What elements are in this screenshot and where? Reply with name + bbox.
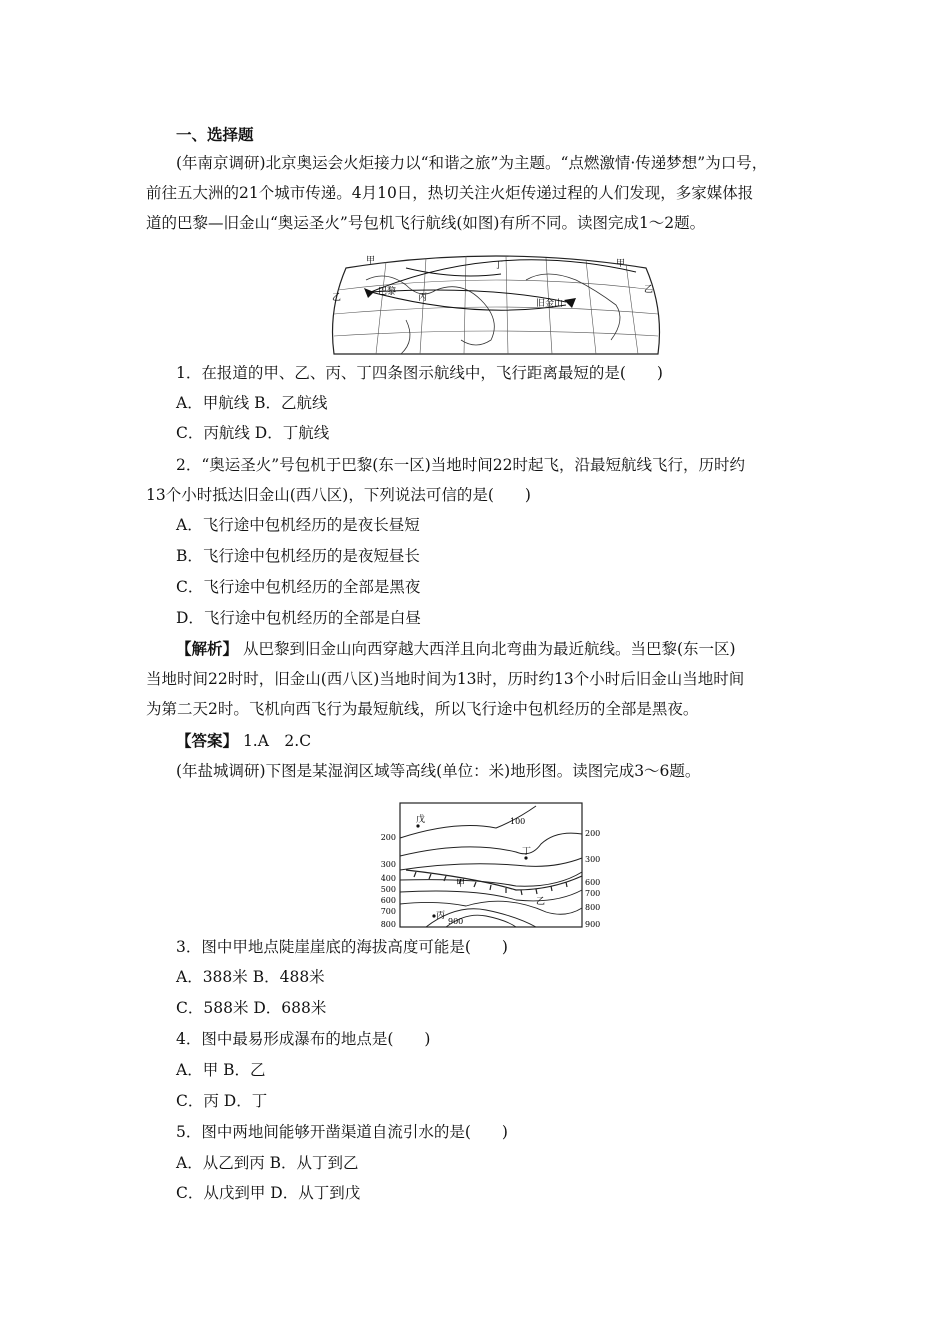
svg-text:600: 600 [585,878,601,887]
left-axis-ticks [381,833,396,929]
map-label-bing: 丙 [418,293,428,303]
analysis-line3: 为第二天2时。飞机向西飞行为最短航线，所以飞行途中包机经历的全部是黑夜。 [146,700,699,718]
contour-900-inner: 900 [448,917,464,926]
label-jia: 甲 [456,879,466,889]
q2-option-a: A．飞行途中包机经历的是夜长昼短 [176,516,420,534]
svg-text:400: 400 [380,874,396,883]
intro1-line2: 前往五大洲的21个城市传递。4月10日，热切关注火炬传递过程的人们发现，多家媒体报 [146,184,754,202]
label-yi: 乙 [536,897,546,907]
svg-text:300: 300 [380,860,396,869]
label-bing: 丙 [436,911,446,921]
svg-text:200: 200 [585,829,601,838]
flight-route-map [326,250,666,358]
svg-text:300: 300 [585,855,601,864]
q1-stem: 1．在报道的甲、乙、丙、丁四条图示航线中，飞行距离最短的是( ) [176,364,663,382]
q2-option-c: C．飞行途中包机经历的全部是黑夜 [176,578,421,596]
svg-text:800: 800 [585,903,601,912]
map-label-yi-right: 乙 [644,285,654,295]
map-label-jia-left: 甲 [366,256,376,266]
right-axis-ticks [585,829,600,929]
map-label-ding: 丁 [494,261,504,271]
contour-map [376,800,606,930]
label-ding: 丁 [522,847,532,857]
section-title: 一、选择题 [176,125,254,144]
q5-stem: 5．图中两地间能够开凿渠道自流引水的是( ) [176,1123,508,1141]
q2-stem-line1: 2．“奥运圣火”号包机于巴黎(东一区)当地时间22时起飞，沿最短航线飞行，历时约 [176,456,746,474]
contour-100: 100 [510,817,526,826]
q3-stem: 3．图中甲地点陡崖崖底的海拔高度可能是( ) [176,938,508,956]
q4-options-ab: A．甲 B．乙 [176,1061,266,1079]
answer-label: 【答案】 [176,731,239,750]
q3-options-cd: C．588米 D．688米 [176,999,327,1017]
analysis-line1 [176,638,846,660]
q1-options-ab: A．甲航线 B．乙航线 [176,394,328,412]
label-wu: 戊 [416,815,426,825]
svg-text:700: 700 [380,907,396,916]
analysis-text1: 从巴黎到旧金山向西穿越大西洋且向北弯曲为最近航线。当巴黎(东一区) [238,640,736,658]
map-label-paris: 巴黎 [378,287,397,297]
svg-text:200: 200 [380,833,396,842]
intro2: (年盐城调研)下图是某湿润区域等高线(单位：米)地形图。读图完成3～6题。 [176,762,701,780]
q4-stem: 4．图中最易形成瀑布的地点是( ) [176,1030,431,1048]
intro1-line3: 道的巴黎—旧金山“奥运圣火”号包机飞行航线(如图)有所不同。读图完成1～2题。 [146,214,706,232]
analysis-line2: 当地时间22时时，旧金山(西八区)当地时间为13时，历时约13个小时后旧金山当地时间 [146,670,745,688]
q1-options-cd: C．丙航线 D．丁航线 [176,424,330,442]
map-label-jia-right: 甲 [616,259,626,269]
map-label-sf: 旧金山 [536,299,564,309]
q3-options-ab: A．388米 B．488米 [176,968,325,986]
svg-text:600: 600 [380,896,396,905]
q5-options-cd: C．从戊到甲 D．从丁到戊 [176,1184,361,1202]
map-label-yi-left: 乙 [332,293,342,303]
q2-stem-line2: 13个小时抵达旧金山(西八区)，下列说法可信的是( ) [146,486,531,504]
svg-text:700: 700 [585,889,601,898]
answer-text: 1.A 2.C [238,732,312,750]
answer-line [176,730,846,752]
intro1-line1: (年南京调研)北京奥运会火炬接力以“和谐之旅”为主题。“点燃激情·传递梦想”为口号， [176,154,768,172]
continent-outlines [366,274,620,354]
q4-options-cd: C．丙 D．丁 [176,1092,268,1110]
q2-option-b: B．飞行途中包机经历的是夜短昼长 [176,547,420,565]
q5-options-ab: A．从乙到丙 B．从丁到乙 [176,1154,359,1172]
flight-routes [371,260,636,310]
svg-text:500: 500 [380,885,396,894]
svg-text:800: 800 [380,920,396,929]
analysis-label: 【解析】 [176,639,239,658]
q2-option-d: D．飞行途中包机经历的全部是白昼 [176,609,421,627]
svg-text:900: 900 [585,920,601,929]
